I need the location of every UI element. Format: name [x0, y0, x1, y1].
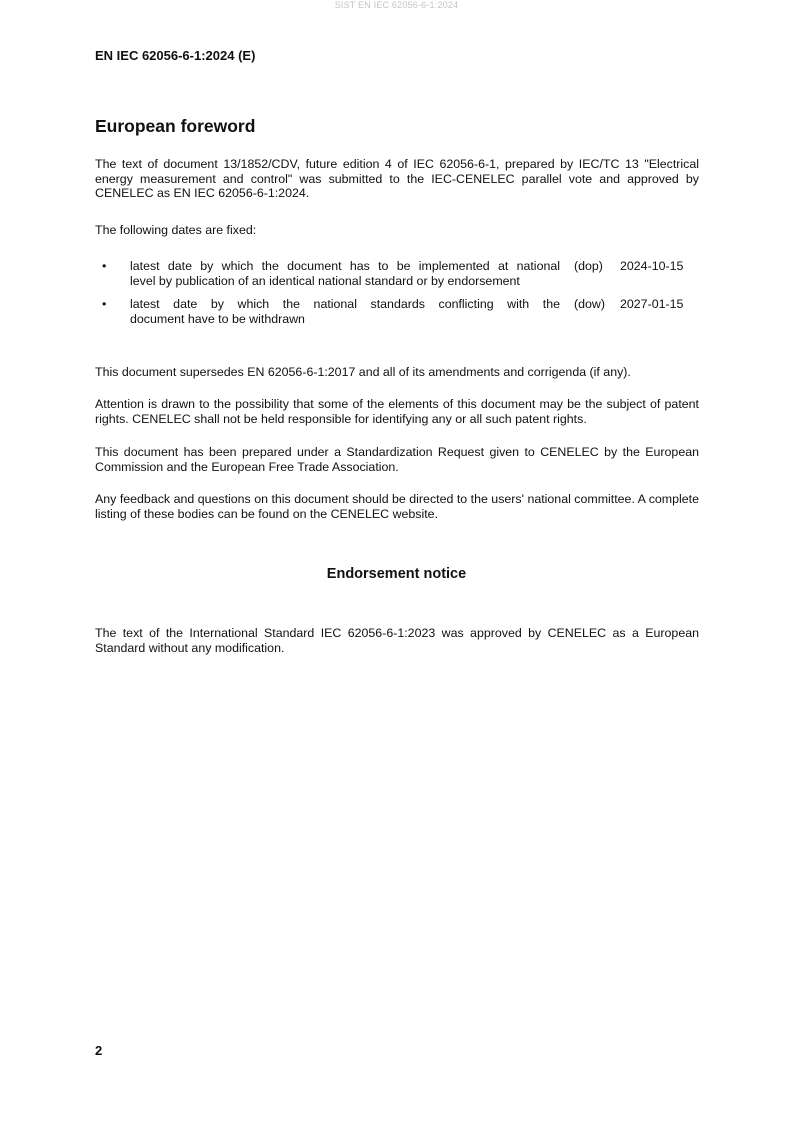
date-code: (dow) — [574, 297, 605, 311]
bullet-icon: • — [102, 297, 107, 311]
bullet-icon: • — [102, 259, 107, 273]
supersedes-paragraph: This document supersedes EN 62056-6-1:2017 and all of its amendments and corrigenda (if any). — [95, 365, 631, 379]
foreword-intro-paragraph: The text of document 13/1852/CDV, future edition 4 of IEC 62056-6-1, prepared by IEC/TC 13 "Electrical energy measurement and control" was submitted to the IEC-CENELEC parallel vote and approved by CENELEC as EN IEC 62056-6-1:2024. — [95, 157, 699, 201]
document-id-header: EN IEC 62056-6-1:2024 (E) — [95, 48, 256, 63]
standardization-request-paragraph: This document has been prepared under a Standardization Request given to CENELEC by the European Commission and the European Free Trade Association. — [95, 445, 699, 474]
dates-intro-paragraph: The following dates are fixed: — [95, 223, 257, 237]
watermark: SIST EN IEC 62056-6-1:2024 — [334, 0, 459, 10]
endorsement-title: Endorsement notice — [326, 566, 467, 582]
date-value: 2027-01-15 — [620, 297, 684, 311]
page-number: 2 — [95, 1043, 103, 1058]
foreword-title: European foreword — [95, 116, 256, 136]
date-item-description: latest date by which the national standards conflicting with the document have to be withdrawn — [130, 297, 560, 326]
attention-paragraph: Attention is drawn to the possibility that some of the elements of this document may be the subject of patent rights. CENELEC shall not be held responsible for identifying any or all such patent rights. — [95, 397, 699, 426]
date-value: 2024-10-15 — [620, 259, 684, 273]
feedback-paragraph: Any feedback and questions on this document should be directed to the users' national committee. A complete listing of these bodies can be found on the CENELEC website. — [95, 492, 699, 521]
date-item-description: latest date by which the document has to be implemented at national level by publication of an identical national standard or by endorsement — [130, 259, 560, 288]
endorsement-paragraph: The text of the International Standard IEC 62056-6-1:2023 was approved by CENELEC as a European Standard without any modification. — [95, 626, 699, 655]
date-code: (dop) — [574, 259, 603, 273]
